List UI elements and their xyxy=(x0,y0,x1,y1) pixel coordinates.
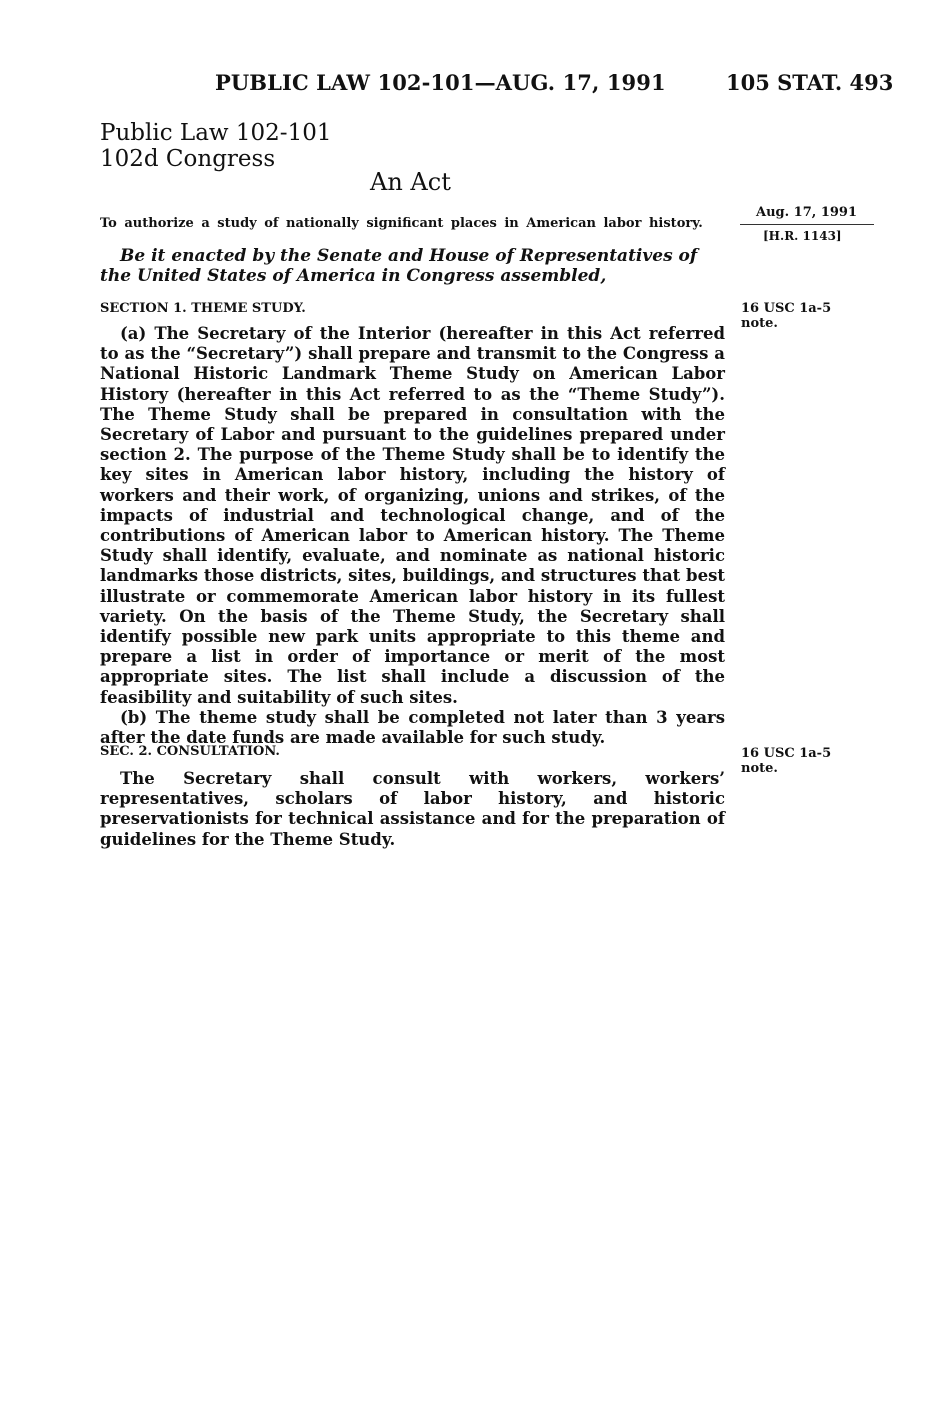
stat-page-reference: 105 STAT. 493 xyxy=(726,70,894,95)
section-1-paragraph-b: (b) The theme study shall be completed not later than 3 years after the date funds are made available for such study. xyxy=(100,707,725,748)
margin-note-suffix: note. xyxy=(741,316,778,331)
margin-bill-number: [H.R. 1143] xyxy=(763,229,842,243)
margin-note-section-1 xyxy=(741,301,831,331)
act-heading: An Act xyxy=(370,168,451,196)
section-1-heading: SECTION 1. THEME STUDY. xyxy=(100,301,306,316)
margin-approval-date: Aug. 17, 1991 xyxy=(756,205,858,220)
margin-divider xyxy=(740,224,874,225)
margin-note-citation: 16 USC 1a-5 xyxy=(741,746,832,761)
enacting-clause-text: Be it enacted by the Senate and House of Representatives of the United States of America in Congress assembled, xyxy=(100,246,698,286)
section-1-body xyxy=(100,324,725,748)
section-2-paragraph: The Secretary shall consult with workers, workers’ representatives, scholars of labor history, and historic preservationists for technical assistance and for the preparation of guidelines for the Theme Study. xyxy=(100,769,725,849)
section-2-heading: SEC. 2. CONSULTATION. xyxy=(100,744,280,759)
margin-note-suffix: note. xyxy=(741,761,778,776)
public-law-number: Public Law 102-101 xyxy=(100,120,332,146)
margin-note-citation: 16 USC 1a-5 xyxy=(741,301,832,316)
running-head: PUBLIC LAW 102-101—AUG. 17, 1991 xyxy=(215,70,666,95)
public-law-title-block xyxy=(100,120,331,172)
enacting-clause xyxy=(100,246,728,286)
section-1-paragraph-a: (a) The Secretary of the Interior (hereafter in this Act referred to as the “Secretary”) shall prepare and transmit to the Congress a National Historic Landmark Theme Study on American Labor History (hereafter in this Act referred to as the “Theme Study”). The Theme Study shall be prepared in consultation with the Secretary of Labor and pursuant to the guidelines prepared under section 2. The purpose of the Theme Study shall be to identify the key sites in American labor history, including the history of workers and their work, of organizing, unions and strikes, of the impacts of industrial and technological change, and of the contributions of American labor to American history. The Theme Study shall identify, evaluate, and nominate as national historic landmarks those districts, sites, buildings, and structures that best illustrate or commemorate American labor history in its fullest variety. On the basis of the Theme Study, the Secretary shall identify possible new park units appropriate to this theme and prepare a list in order of importance or merit of the most appropriate sites. The list shall include a discussion of the feasibility and suitability of such sites. xyxy=(100,324,725,707)
congress-label: 102d Congress xyxy=(100,146,276,172)
long-title: To authorize a study of nationally significant places in American labor history. xyxy=(100,216,703,231)
margin-note-section-2 xyxy=(741,746,831,776)
section-2-body xyxy=(100,769,725,850)
